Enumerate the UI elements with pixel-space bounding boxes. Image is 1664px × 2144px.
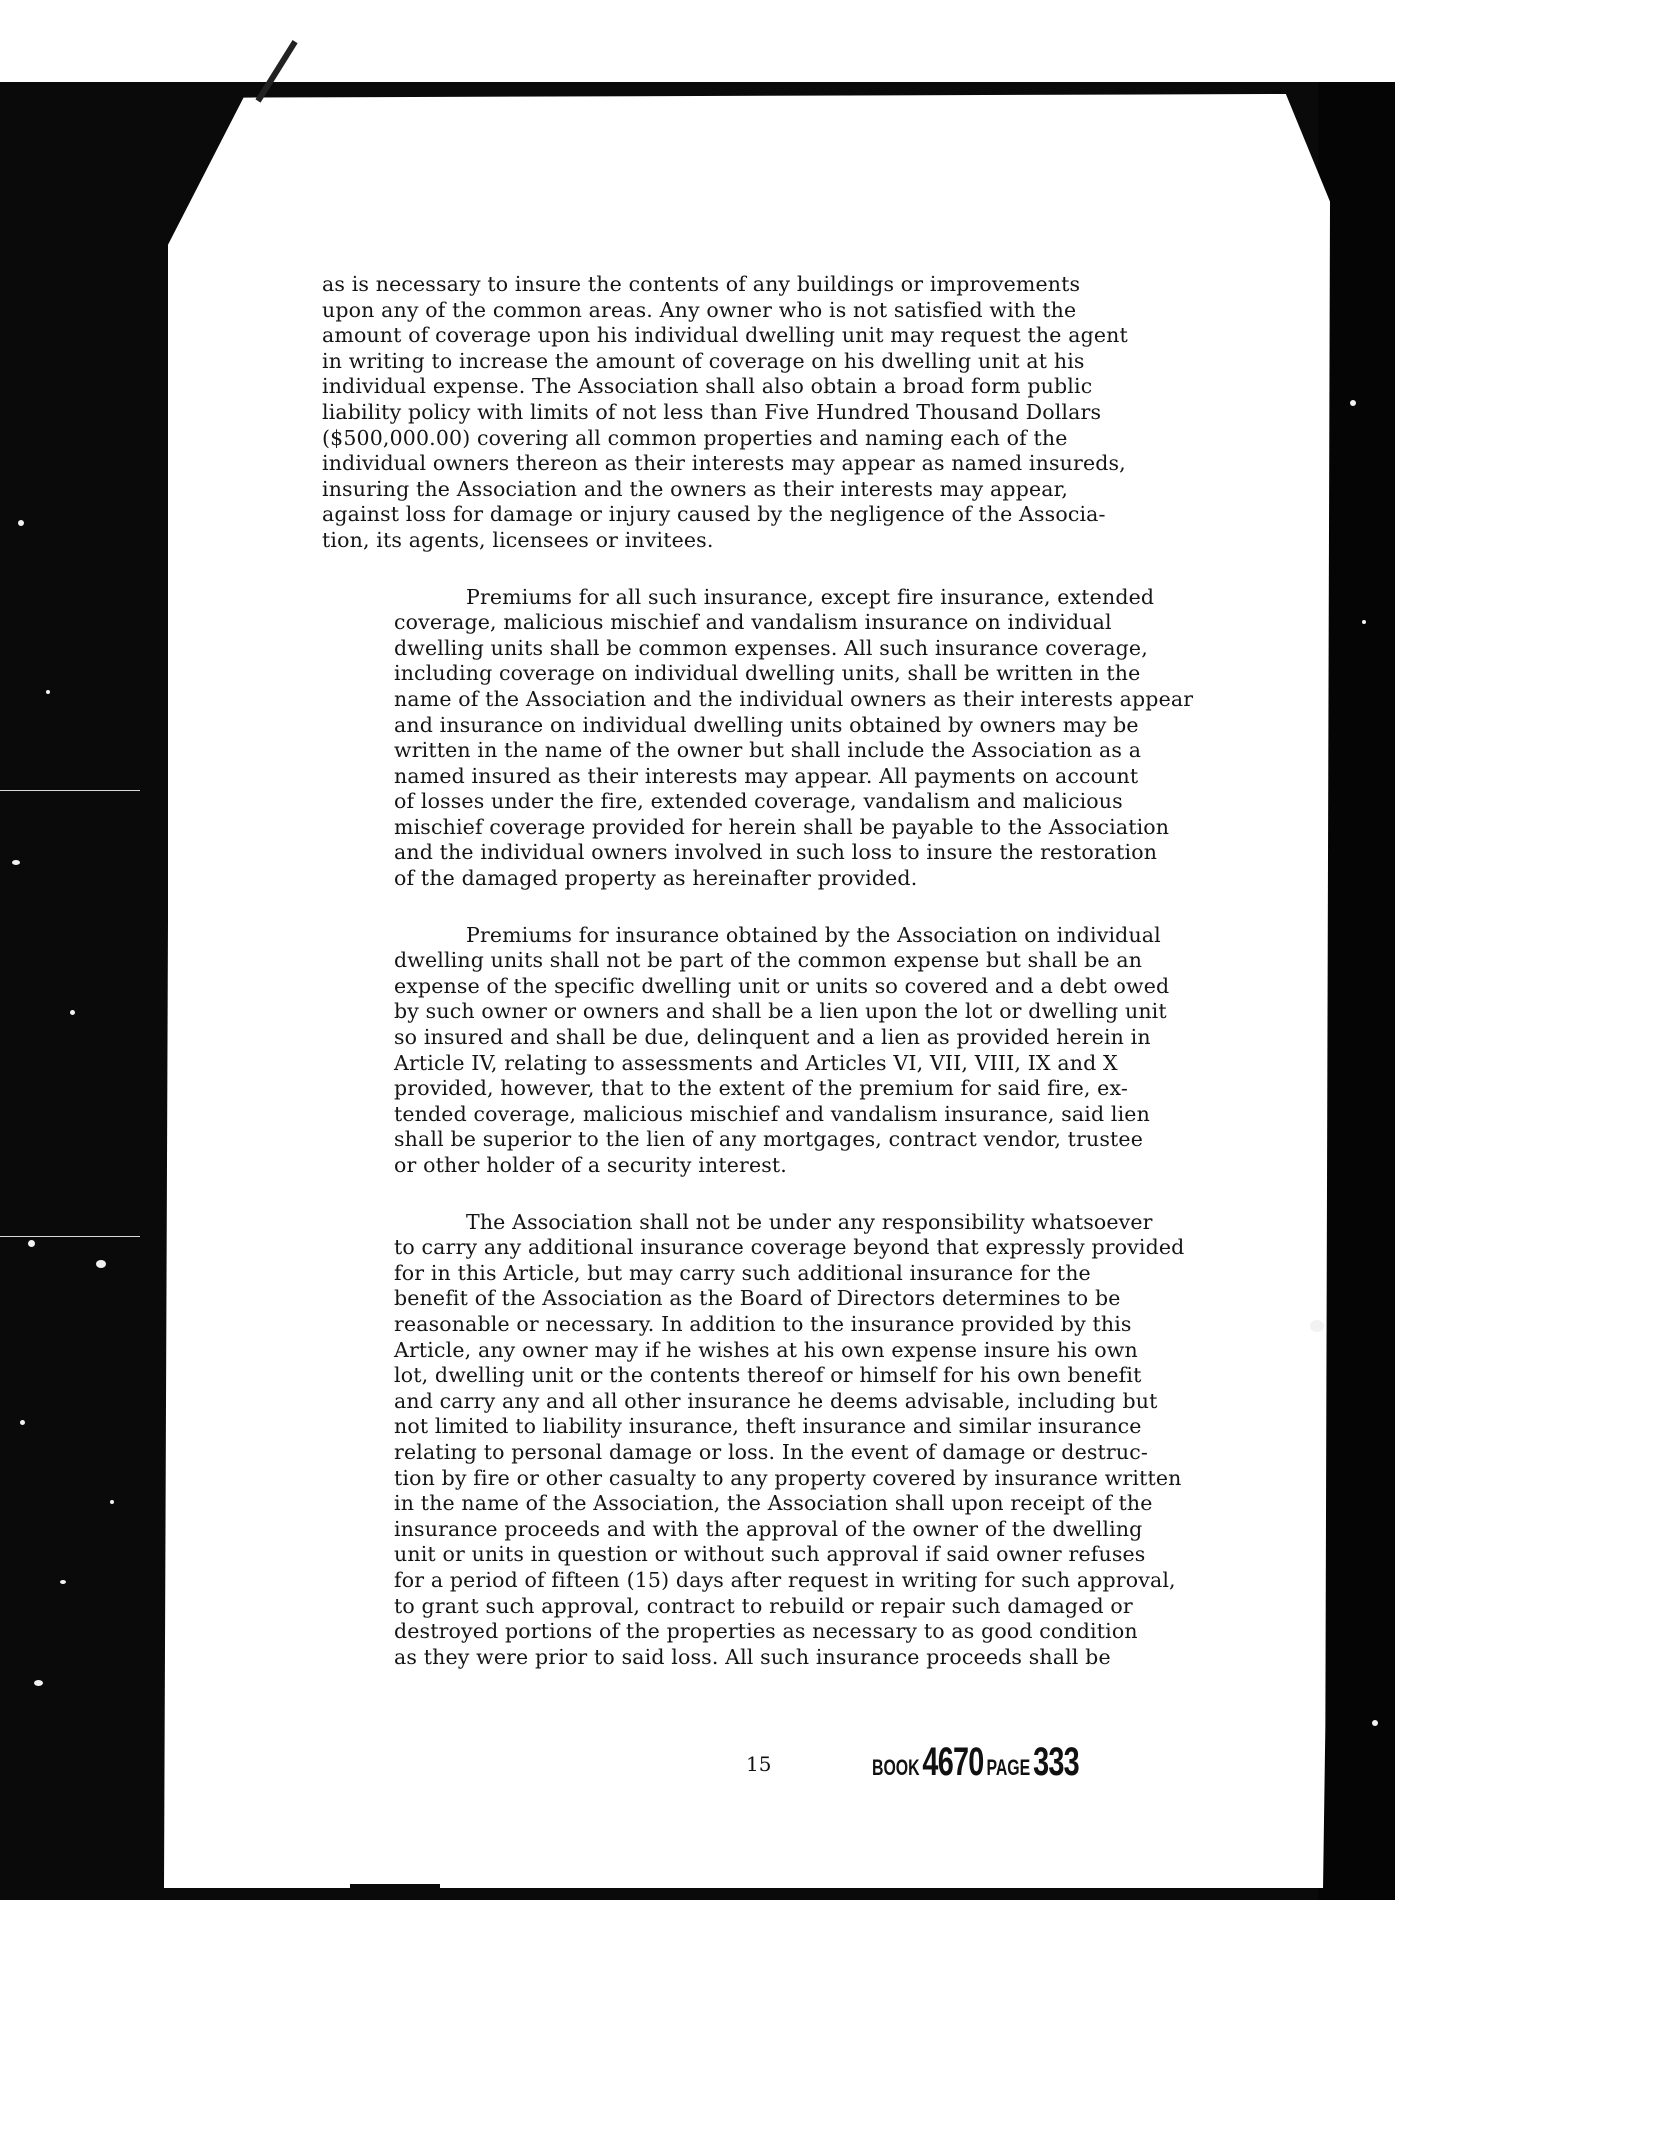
text-line: in the name of the Association, the Association shall upon receipt of the (394, 1491, 1153, 1516)
text-line: tended coverage, malicious mischief and vandalism insurance, said lien (394, 1101, 1150, 1126)
scan-speck (1310, 1320, 1324, 1332)
text-line: of the damaged property as hereinafter provided. (394, 866, 918, 891)
text-line: expense of the specific dwelling unit or units so covered and a debt owed (394, 973, 1170, 998)
text-line: destroyed portions of the properties as necessary to as good condition (394, 1619, 1138, 1644)
text-line: provided, however, that to the extent of the premium for said fire, ex- (394, 1076, 1128, 1101)
text-line: to grant such approval, contract to rebuild or repair such damaged or (394, 1593, 1133, 1618)
text-line: mischief coverage provided for herein shall be payable to the Association (394, 814, 1170, 839)
paragraph-3 (322, 923, 1200, 1179)
text-line: by such owner or owners and shall be a lien upon the lot or dwelling unit (394, 999, 1167, 1024)
text-line: so insured and shall be due, delinquent and a lien as provided herein in (394, 1025, 1151, 1050)
text-line: The Association shall not be under any responsibility whatsoever (466, 1209, 1153, 1234)
book-label: BOOK (872, 1755, 920, 1780)
text-line: benefit of the Association as the Board of Directors determines to be (394, 1286, 1121, 1311)
text-line: as they were prior to said loss. All such insurance proceeds shall be (394, 1644, 1111, 1669)
text-line: dwelling units shall not be part of the common expense but shall be an (394, 948, 1143, 973)
text-line: lot, dwelling unit or the contents thereof or himself for his own benefit (394, 1363, 1142, 1388)
scan-artifact-bar (350, 1884, 440, 1894)
text-line: insuring the Association and the owners as their interests may appear, (322, 476, 1068, 501)
text-line: and the individual owners involved in such loss to insure the restoration (394, 840, 1158, 865)
text-line: for a period of fifteen (15) days after request in writing for such approval, (394, 1567, 1176, 1592)
text-line: as is necessary to insure the contents of any buildings or improvements (322, 272, 1081, 296)
paragraph-4 (322, 1210, 1200, 1671)
text-line: individual expense. The Association shall also obtain a broad form public (322, 374, 1093, 399)
scan-speck (1350, 400, 1356, 406)
text-line: tion, its agents, licensees or invitees. (322, 527, 714, 552)
scan-speck (18, 520, 24, 526)
book-page-stamp (872, 1740, 1079, 1785)
scan-speck (60, 1580, 66, 1584)
text-line: name of the Association and the individual owners as their interests appear (394, 686, 1194, 711)
text-line: Article, any owner may if he wishes at his own expense insure his own (394, 1337, 1138, 1362)
scan-border-right (1318, 82, 1395, 1900)
text-line: dwelling units shall be common expenses. All such insurance coverage, (394, 635, 1148, 660)
text-line: and insurance on individual dwelling units obtained by owners may be (394, 712, 1139, 737)
document-body (322, 272, 1200, 1701)
text-line: unit or units in question or without such approval if said owner refuses (394, 1542, 1146, 1567)
page-label: PAGE (986, 1755, 1031, 1780)
text-line: Article IV, relating to assessments and Articles VI, VII, VIII, IX and X (394, 1050, 1118, 1075)
scan-speck (34, 1680, 43, 1686)
text-line: against loss for damage or injury caused by the negligence of the Associa- (322, 502, 1106, 527)
book-number: 4670 (922, 1740, 984, 1784)
text-line: to carry any additional insurance coverage beyond that expressly provided (394, 1235, 1185, 1260)
text-line: amount of coverage upon his individual dwelling unit may request the agent (322, 323, 1128, 348)
scan-speck (110, 1500, 114, 1504)
text-line: named insured as their interests may appear. All payments on account (394, 763, 1139, 788)
scan-scratch (0, 790, 140, 791)
text-line: Premiums for insurance obtained by the Association on individual (466, 922, 1161, 947)
scan-speck (1372, 1720, 1378, 1726)
text-line: liability policy with limits of not less than Five Hundred Thousand Dollars (322, 399, 1102, 424)
text-line: Premiums for all such insurance, except fire insurance, extended (466, 584, 1155, 609)
scan-speck (28, 1240, 35, 1247)
text-line: upon any of the common areas. Any owner who is not satisfied with the (322, 297, 1077, 322)
text-line: relating to personal damage or loss. In the event of damage or destruc- (394, 1439, 1148, 1464)
scan-scratch (0, 1236, 140, 1237)
page-number: 15 (746, 1752, 772, 1776)
paragraph-1 (322, 272, 1200, 554)
text-line: written in the name of the owner but shall include the Association as a (394, 738, 1142, 763)
text-line: insurance proceeds and with the approval of the owner of the dwelling (394, 1516, 1143, 1541)
page-reference: 333 (1033, 1740, 1079, 1784)
scan-speck (46, 690, 50, 694)
text-line: not limited to liability insurance, theft insurance and similar insurance (394, 1414, 1142, 1439)
paragraph-2 (322, 585, 1200, 892)
text-line: or other holder of a security interest. (394, 1153, 787, 1177)
text-line: for in this Article, but may carry such additional insurance for the (394, 1260, 1091, 1285)
text-line: ($500,000.00) covering all common properties and naming each of the (322, 425, 1068, 450)
text-line: coverage, malicious mischief and vandalism insurance on individual (394, 610, 1112, 635)
text-line: tion by fire or other casualty to any property covered by insurance written (394, 1465, 1182, 1490)
text-line: in writing to increase the amount of coverage on his dwelling unit at his (322, 348, 1085, 373)
text-line: and carry any and all other insurance he deems advisable, including but (394, 1388, 1158, 1413)
text-line: of losses under the fire, extended coverage, vandalism and malicious (394, 789, 1123, 814)
scan-speck (96, 1260, 106, 1268)
scan-speck (70, 1010, 75, 1015)
text-line: reasonable or necessary. In addition to the insurance provided by this (394, 1311, 1132, 1336)
scan-speck (1362, 620, 1366, 624)
text-line: including coverage on individual dwelling units, shall be written in the (394, 661, 1141, 686)
scan-speck (12, 860, 20, 865)
text-line: shall be superior to the lien of any mortgages, contract vendor, trustee (394, 1127, 1143, 1152)
page-footer (0, 1740, 1664, 1790)
text-line: individual owners thereon as their interests may appear as named insureds, (322, 451, 1126, 476)
scan-speck (20, 1420, 25, 1425)
